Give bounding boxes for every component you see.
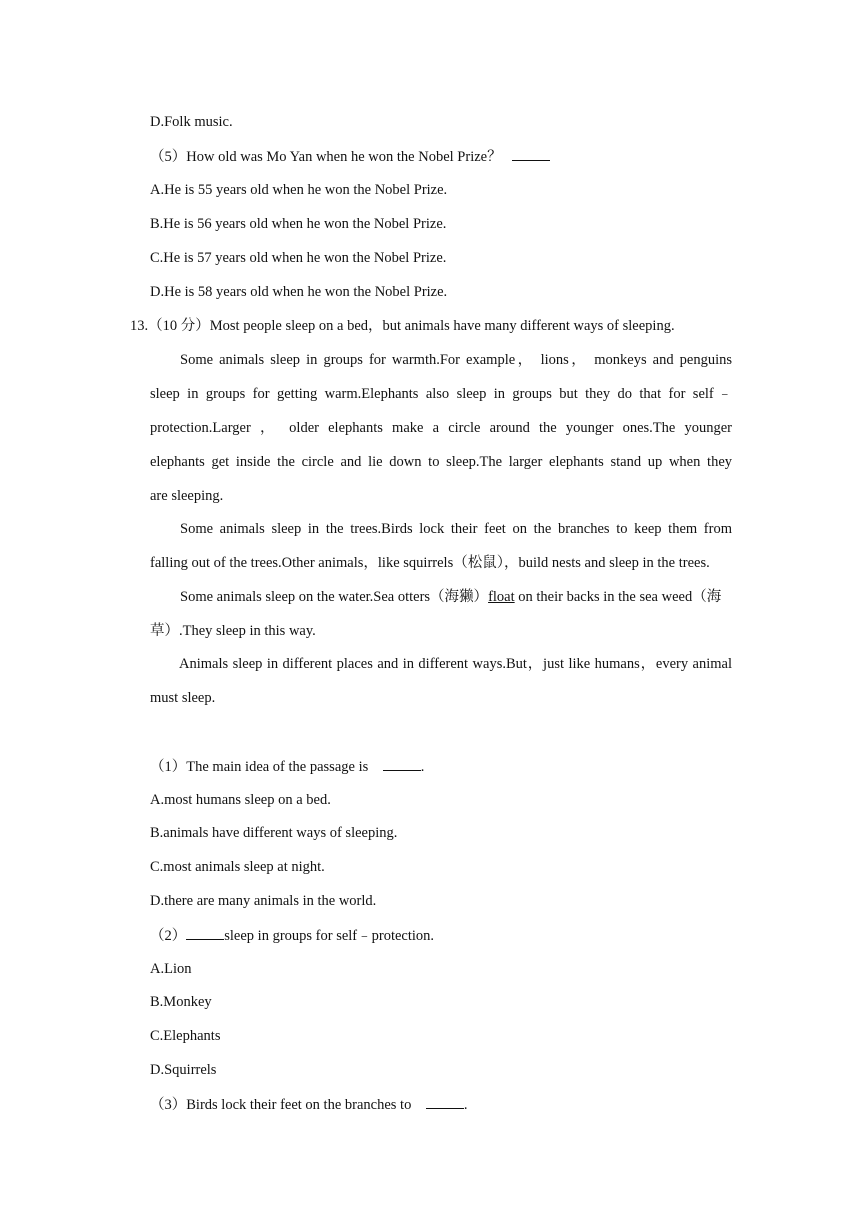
underlined-word-float: float [488, 589, 515, 605]
q13-sub1-question [150, 756, 732, 776]
answer-blank[interactable] [426, 1094, 464, 1109]
passage-p3-line1 [180, 587, 732, 607]
passage-p2-line1: Some animals sleep in the trees.Birds lock their feet on the branches to keep them from [180, 521, 732, 537]
q13-sub2-option-a: A.Lion [150, 961, 192, 977]
q13-sub2-option-b: B.Monkey [150, 994, 212, 1010]
q12-sub5-option-b: B.He is 56 years old when he won the Nobel Prize. [150, 216, 447, 232]
q13-sub2-text: sleep in groups for self﹣protection. [224, 928, 435, 944]
passage-p1-line2: sleep in groups for getting warm.Elephants also sleep in groups but they do that for self﹣ [150, 386, 732, 402]
q13-sub2-prefix: （2） [150, 928, 187, 944]
passage-p1-line4: elephants get inside the circle and lie down to sleep.The larger elephants stand up when they [150, 454, 732, 470]
q13-sub2-option-d: D.Squirrels [150, 1062, 217, 1078]
q12-option-d: D.Folk music. [150, 114, 233, 130]
answer-blank[interactable] [512, 146, 550, 161]
passage-p4-line2: must sleep. [150, 690, 216, 706]
passage-p1-line5: are sleeping. [150, 488, 224, 504]
q13-sub1-option-a: A.most humans sleep on a bed. [150, 792, 331, 808]
passage-p1-line1: Some animals sleep in groups for warmth.For example， lions， monkeys and penguins [180, 352, 732, 368]
q13-sub2-option-c: C.Elephants [150, 1028, 221, 1044]
passage-p1-line3: protection.Larger ， older elephants make a circle around the younger ones.The younger [150, 420, 732, 436]
q13-sub3-period: . [463, 1097, 468, 1113]
q12-sub5-text: （5）How old was Mo Yan when he won the Nobel Prize？ [150, 149, 502, 165]
q13-sub2-question [150, 925, 732, 945]
passage-p3-text-b: on their backs in the sea weed（海 [514, 589, 722, 605]
q13-header: 13.（10 分）Most people sleep on a bed，but animals have many different ways of sleeping. [130, 318, 675, 334]
q13-sub1-text: （1）The main idea of the passage is [150, 759, 369, 775]
passage-p3-text-a: Some animals sleep on the water.Sea otters（海獭） [180, 589, 489, 605]
q12-sub5-question [150, 146, 732, 166]
q13-sub3-question [150, 1094, 732, 1114]
passage-p3-line2: 草）.They sleep in this way. [150, 623, 316, 639]
answer-blank[interactable] [383, 756, 421, 771]
q12-sub5-option-a: A.He is 55 years old when he won the Nobel Prize. [150, 182, 448, 198]
q13-sub3-text: （3）Birds lock their feet on the branches to [150, 1097, 412, 1113]
answer-blank[interactable] [186, 925, 224, 940]
q12-sub5-option-c: C.He is 57 years old when he won the Nobel Prize. [150, 250, 447, 266]
q13-sub1-option-b: B.animals have different ways of sleeping. [150, 825, 398, 841]
passage-p2-line2: falling out of the trees.Other animals，like squirrels（松鼠），build nests and sleep in the trees. [150, 555, 710, 571]
q13-sub1-option-c: C.most animals sleep at night. [150, 859, 325, 875]
q12-sub5-option-d: D.He is 58 years old when he won the Nobel Prize. [150, 284, 448, 300]
q13-sub1-period: . [420, 759, 425, 775]
passage-p4-line1: Animals sleep in different places and in different ways.But，just like humans，every animal [179, 656, 732, 672]
q13-sub1-option-d: D.there are many animals in the world. [150, 893, 377, 909]
